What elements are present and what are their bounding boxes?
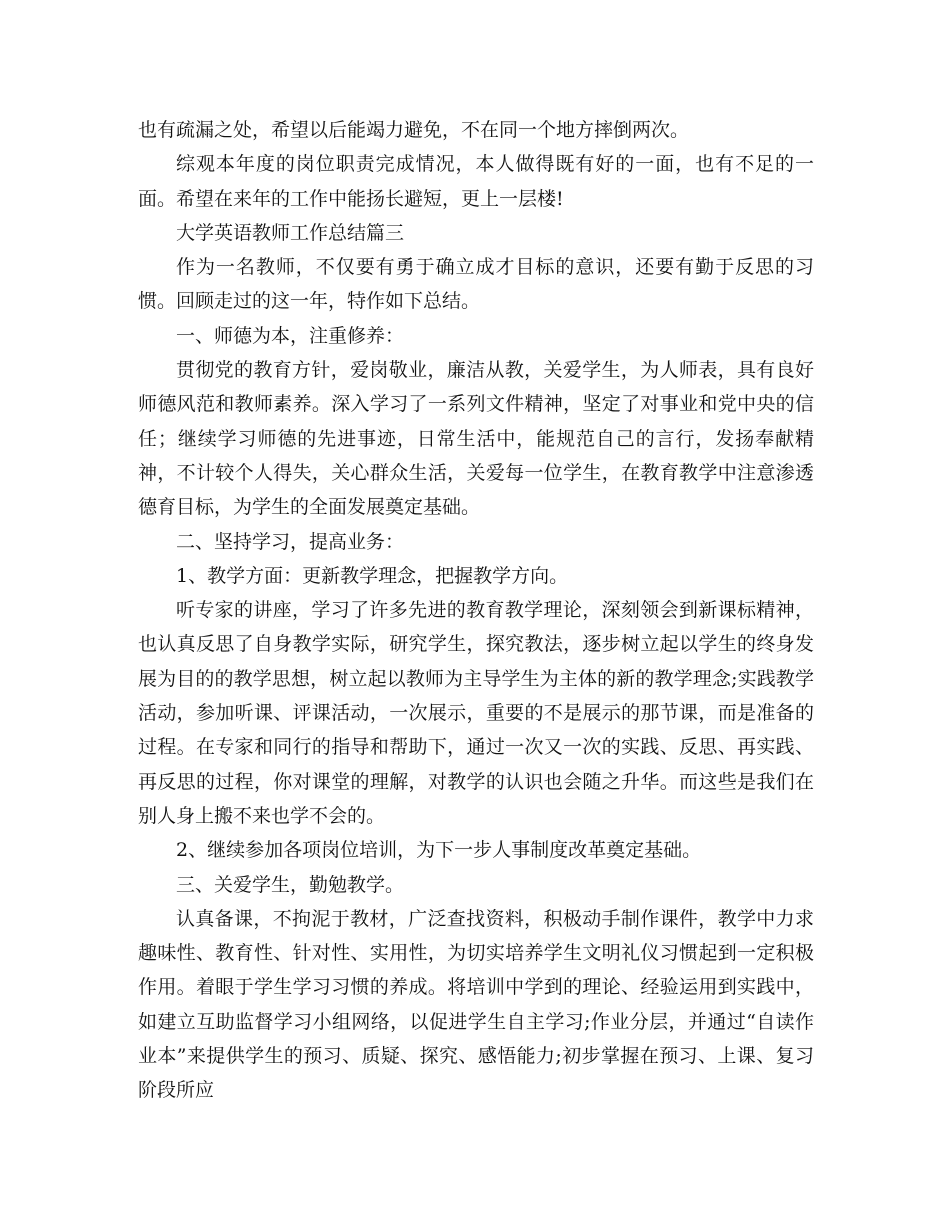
paragraph-intro: 作为一名教师，不仅要有勇于确立成才目标的意识，还要有勤于反思的习惯。回顾走过的这一年，特作如下总结。 [138, 256, 814, 313]
paragraph-teaching: 听专家的讲座，学习了许多先进的教育教学理论，深刻领会到新课标精神，也认真反思了自身教学实际，研究学生，探究教法，逐步树立起以学生的终身发展为目的的教学思想，树立起以教师为主导学生为主体的新的教学理念;实践教学活动，参加听课、评课活动，一次展示，重要的不是展示的那节课，而是准备的过程。在专家和同行的指导和帮助下，通过一次又一次的实践、反思、再实践、再反思的过程，你对课堂的理解，对教学的认识也会随之升华。而这些是我们在别人身上搬不来也学不会的。 [138, 599, 814, 827]
subheading-teaching: 1、教学方面：更新教学理念，把握教学方向。 [176, 564, 569, 587]
heading-3: 三、关爱学生，勤勉教学。 [176, 873, 405, 896]
paragraph-care: 认真备课，不拘泥于教材，广泛查找资料，积极动手制作课件，教学中力求趣味性、教育性、针对性、实用性，为切实培养学生文明礼仪习惯起到一定积极作用。着眼于学生学习习惯的养成。将培训中学到的理论、经验运用到实践中，如建立互助监督学习小组网络，以促进学生自主学习;作业分层，并通过“自读作业本”来提供学生的预习、质疑、探究、感悟能力;初步掌握在预习、上课、复习阶段所应 [138, 907, 814, 1102]
paragraph-ethics: 贯彻党的教育方针，爱岗敬业，廉洁从教，关爱学生，为人师表，具有良好师德风范和教师素养。深入学习了一系列文件精神，坚定了对事业和党中央的信任；继续学习师德的先进事迹，日常生活中，能规范自己的言行，发扬奉献精神，不计较个人得失，关心群众生活，关爱每一位学生，在教育教学中注意渗透德育目标，为学生的全面发展奠定基础。 [138, 359, 814, 519]
paragraph-2: 综观本年度的岗位职责完成情况，本人做得既有好的一面，也有不足的一面。希望在来年的工作中能扬长避短，更上一层楼! [138, 153, 814, 210]
subheading-training: 2、继续参加各项岗位培训，为下一步人事制度改革奠定基础。 [176, 839, 702, 862]
heading-1: 一、师德为本，注重修养： [176, 324, 405, 347]
heading-2: 二、坚持学习，提高业务： [176, 530, 405, 553]
document-body [138, 113, 814, 1108]
paragraph-1: 也有疏漏之处，希望以后能竭力避免，不在同一个地方摔倒两次。 [138, 119, 690, 141]
section-title: 大学英语教师工作总结篇三 [176, 221, 405, 244]
